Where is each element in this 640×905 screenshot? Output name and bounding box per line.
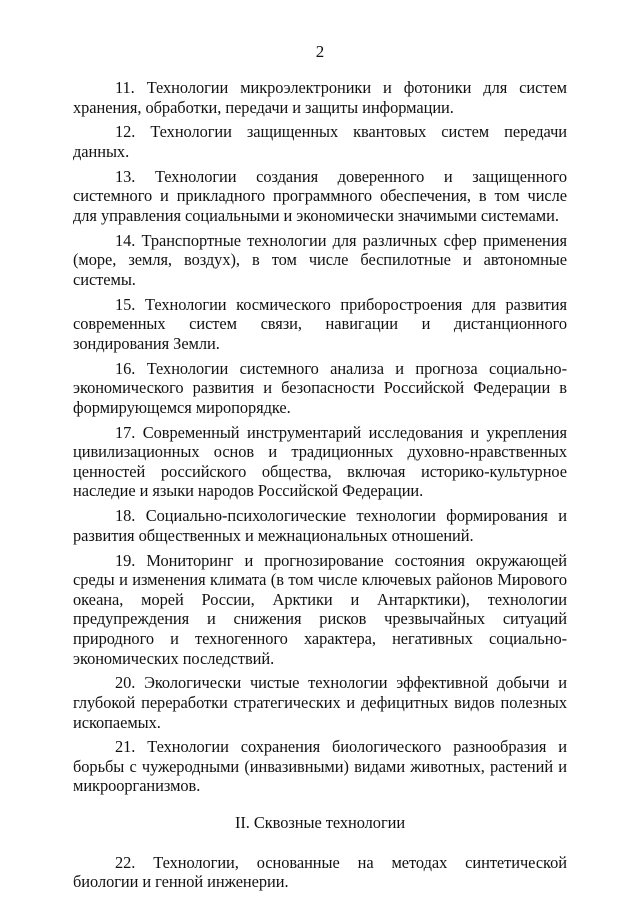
list-item-15: 15. Технологии космического приборостроения для развития современных систем связи, навигации и дистанционного зондирования Земли. [73, 294, 567, 353]
list-item-22: 22. Технологии, основанные на методах синтетической биологии и генной инженерии. [73, 852, 567, 892]
list-item-19: 19. Мониторинг и прогнозирование состояния окружающей среды и изменения климата (в том числе ключевых районов Мирового океана, морей России, Арктики и Антарктики), технологии предупреждения и снижения рисков чрезвычайных ситуаций природного и техногенного характера, негативных социально-экономических последствий. [73, 550, 567, 668]
list-item-14: 14. Транспортные технологии для различных сфер применения (море, земля, воздух), в том числе беспилотные и автономные системы. [73, 230, 567, 289]
list-item-16: 16. Технологии системного анализа и прогноза социально-экономического развития и безопасности Российской Федерации в формирующемся миропорядке. [73, 358, 567, 417]
list-item-18: 18. Социально-психологические технологии формирования и развития общественных и межнациональных отношений. [73, 506, 567, 545]
list-item-11: 11. Технологии микроэлектроники и фотоники для систем хранения, обработки, передачи и защиты информации. [73, 78, 567, 117]
page-number: 2 [315, 42, 325, 61]
section-heading: II. Сквозные технологии [234, 813, 406, 833]
list-item-21: 21. Технологии сохранения биологического разнообразия и борьбы с чужеродными (инвазивными) видами животных, растений и микроорганизмов. [73, 737, 567, 796]
list-item-20: 20. Экологически чистые технологии эффективной добычи и глубокой переработки стратегических и дефицитных видов полезных ископаемых. [73, 673, 567, 732]
list-item-13: 13. Технологии создания доверенного и защищенного системного и прикладного программного обеспечения, в том числе для управления социальными и экономически значимыми системами. [73, 166, 567, 225]
list-item-17: 17. Современный инструментарий исследования и укрепления цивилизационных основ и традиционных духовно-нравственных ценностей российского общества, включая историко-культурное наследие и языки народов Российской Федерации. [73, 422, 567, 501]
document-body [73, 78, 567, 897]
list-item-12: 12. Технологии защищенных квантовых систем передачи данных. [73, 122, 567, 161]
